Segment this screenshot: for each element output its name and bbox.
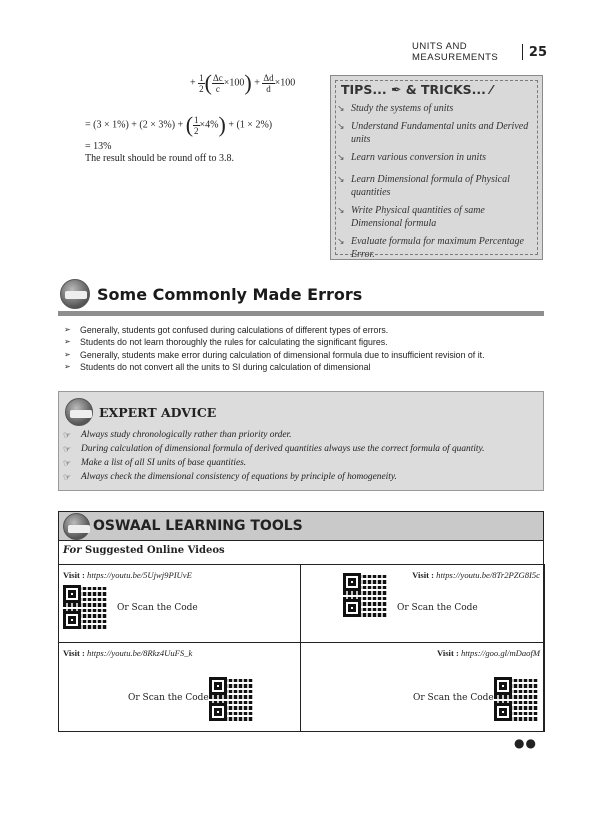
errors-divider xyxy=(58,311,544,316)
arrow-icon: ↘ xyxy=(337,174,345,184)
video-link[interactable]: https://youtu.be/8Rkz4UuFS_k xyxy=(87,648,193,658)
video-link-cell xyxy=(300,564,545,643)
fraction-dc-c: $\frac{\Delta c}{c}$ xyxy=(212,72,223,94)
list-item: ☞ Always check the dimensional consistency of equations by principle of homogeneity. xyxy=(63,472,397,482)
video-link[interactable]: https://youtu.be/8Tr2PZG8I5c xyxy=(436,570,540,580)
tips-item: ↘ Study the systems of units xyxy=(337,103,454,114)
oswaal-logo-icon xyxy=(60,279,90,309)
fraction-half-2: $\frac{1}{2}$ xyxy=(194,114,199,136)
expert-advice-box xyxy=(58,391,544,491)
plus-sign: + xyxy=(190,77,196,89)
expert-advice-heading: EXPERT ADVICE xyxy=(99,405,217,420)
header-divider xyxy=(522,44,523,60)
arrow-icon: ↘ xyxy=(337,103,345,113)
tips-item: ↘ Understand Fundamental units and Derived units xyxy=(337,121,529,145)
math-line-1: + $\frac{1}{2}$ ( $\frac{\Delta c}{c}$ ×100) + $\frac{\Delta d}{d}$ ×100 xyxy=(190,70,296,95)
fraction-half: $\frac{1}{2}$ xyxy=(199,72,204,94)
arrow-icon: ↘ xyxy=(337,236,345,246)
video-link[interactable]: https://youtu.be/5Ujwj9PIUvE xyxy=(87,570,192,580)
suggested-videos-label: For Suggested Online Videos xyxy=(63,545,225,556)
visit-text: Visit : https://youtu.be/8Rkz4UuFS_k xyxy=(63,648,193,658)
visit-text: Visit : https://youtu.be/5Ujwj9PIUvE xyxy=(63,570,192,580)
list-item: ➢ Students do not learn thoroughly the rules for calculating the significant figures. xyxy=(64,337,388,348)
list-item: ☞ Always study chronologically rather than priority order. xyxy=(63,430,292,440)
learning-tools-box xyxy=(58,511,544,732)
arrow-icon: ↘ xyxy=(337,121,345,131)
visit-text: Visit : https://youtu.be/8Tr2PZG8I5c xyxy=(412,570,540,580)
video-link-cell xyxy=(300,642,545,732)
fraction-dd-d: $\frac{\Delta d}{d}$ xyxy=(263,72,274,94)
list-item: ☞ During calculation of dimensional formula of derived quantities always use the correct formula of quantity. xyxy=(63,444,485,454)
learning-tools-header xyxy=(59,512,543,541)
bullet-arrow-icon: ➢ xyxy=(64,362,71,372)
tips-item: ↘ Evaluate formula for maximum Percentage Error. xyxy=(337,236,524,260)
pointing-hand-icon: ☞ xyxy=(63,472,72,482)
running-header xyxy=(412,41,547,63)
tips-item: ↘ Learn various conversion in units xyxy=(337,152,486,163)
qr-code-icon[interactable] xyxy=(343,573,387,617)
tips-item: ↘ Write Physical quantities of same Dimensional formula xyxy=(337,205,485,229)
list-item: ☞ Make a list of all SI units of base quantities. xyxy=(63,458,247,468)
pointing-hand-icon: ☞ xyxy=(63,430,72,440)
pointing-hand-icon: ☞ xyxy=(63,444,72,454)
list-item: ➢ Generally, students make error during calculation of dimensional formula due to insufficient revision of it. xyxy=(64,349,485,360)
page-number: 25 xyxy=(528,44,547,60)
bullet-arrow-icon: ➢ xyxy=(64,337,71,347)
video-link-cell xyxy=(58,642,301,732)
oswaal-logo-icon xyxy=(65,398,93,426)
scan-code-label: Or Scan the Code xyxy=(397,603,478,613)
arrow-icon: ↘ xyxy=(337,152,345,162)
video-link-cell xyxy=(58,564,301,643)
section-title: UNITS AND MEASUREMENTS xyxy=(412,41,499,63)
pointing-hand-icon: ☞ xyxy=(63,458,72,468)
qr-code-icon[interactable] xyxy=(63,585,107,629)
math-line-3: = 13% xyxy=(85,141,112,152)
errors-heading: Some Commonly Made Errors xyxy=(97,285,363,304)
page-end-dots: ●● xyxy=(514,736,537,750)
qr-code-icon[interactable] xyxy=(494,677,538,721)
list-item: ➢ Generally, students got confused during calculations of different types of errors. xyxy=(64,325,389,335)
tips-item: ↘ Learn Dimensional formula of Physical quantities xyxy=(337,174,510,198)
scan-code-label: Or Scan the Code xyxy=(128,693,209,703)
scan-code-label: Or Scan the Code xyxy=(117,603,198,613)
bullet-arrow-icon: ➢ xyxy=(64,349,71,359)
list-item: ➢ Students do not convert all the units to SI during calculation of dimensional xyxy=(64,362,371,373)
bullet-arrow-icon: ➢ xyxy=(64,325,71,334)
qr-code-icon[interactable] xyxy=(209,677,253,721)
tips-list xyxy=(337,102,536,266)
scan-code-label: Or Scan the Code xyxy=(413,693,494,703)
tips-title: TIPS... ✒ & TRICKS... ⁄ xyxy=(341,82,493,97)
visit-text: Visit : https://goo.gl/mDaofM xyxy=(436,648,540,658)
math-line-4: The result should be round off to 3.8. xyxy=(85,153,234,164)
video-link[interactable]: https://goo.gl/mDaofM xyxy=(460,648,540,658)
arrow-icon: ↘ xyxy=(337,205,345,215)
errors-list xyxy=(64,324,544,374)
advice-list xyxy=(63,428,537,484)
math-line-2: = (3 × 1%) + (2 × 3%) + ( $\frac{1}{2}$ ×4%) + (1 × 2%) xyxy=(85,112,273,137)
tips-and-tricks-box xyxy=(330,75,543,260)
oswaal-logo-icon xyxy=(63,513,90,540)
learning-tools-title: OSWAAL LEARNING TOOLS xyxy=(93,518,303,534)
